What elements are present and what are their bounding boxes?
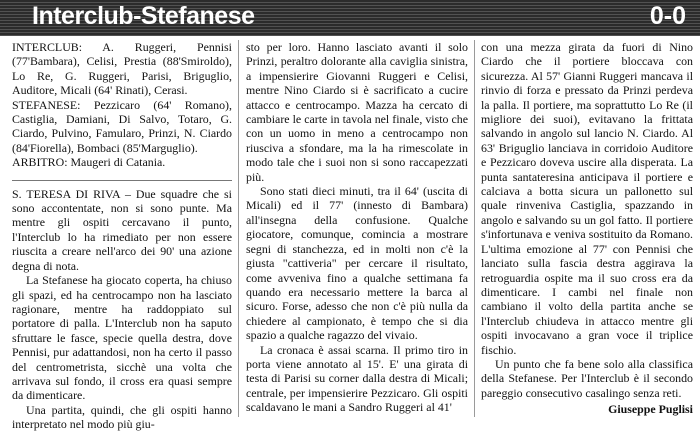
paragraph: Una partita, quindi, che gli ospiti hanno interpretato nel modo più giu- xyxy=(12,402,232,432)
paragraph: con una mezza girata da fuori di Nino Ciardo che il portiere bloccava con sicurezza. Al 57' Gianni Ruggeri mancava il rinvio di forza e pressato da Prinzi perdeva la palla. Il portiere, ma soprattutto Lo Re (il migliore dei suoi), evitavano la frittata salvando in angolo sul lancio N. Ciardo. Al 63' Briguglio lanciava in corridoio Auditore e Pezzicaro doveva uscire alla disperata. La punta santateresina anticipava il portiere e calciava a botta sicura un pallonetto sul quale rinveniva Castiglia, spazzando in angolo e salvando su un gol fatto. Il portiere s'infortunava e veniva sostituito da Romano. L'ultima emozione al 77' con Pennisi che lanciato sulla fascia destra aggirava la retroguardia ospite ma il suo cross era da dimenticare. I cambi nel finale non cambiano il volto della partita anche se l'Interclub chiudeva in attacco mentre gli ospiti invocavano a gran voce il triplice fischio. xyxy=(481,40,693,357)
paragraph: Sono stati dieci minuti, tra il 64' (uscita di Micali) ed il 77' (innesto di Bambara) all'insegna della confusione. Qualche giocatore, comunque, comincia a mostrare segni di stanchezza, ed in molti non c'è la giusta "cattiveria" per cercare il risultato, come avveniva fino a qualche settimana fa quando era necessario mettere la barca al sicuro. Forse, adesso che non c'è più nulla da chiedere al campionato, è tempo che si dia spazio a qualche ragazzo del vivaio. xyxy=(246,184,468,343)
lineup-interclub-label: INTERCLUB: xyxy=(12,40,83,54)
lineup-stefanese-players: Pezzicaro (64' Romano), Castiglia, Damiani, Di Salvo, Totaro, G. Ciardo, Pulvino, Famularo, Prinzi, N. Ciardo (84'Fiorella), Bombaci (85'Marguglio). xyxy=(12,97,232,155)
paragraph: sto per loro. Hanno lasciato avanti il solo Prinzi, peraltro dolorante alla caviglia sinistra, a impensierire Giovanni Ruggeri e Celisi, mentre Nino Ciardo si è sacrificato a cucire attacco e centrocampo. Mazza ha cercato di cambiare le carte in tavola nel finale, visto che con un uomo in meno a centrocampo non riusciva a sfondare, ma la ha rimescolate in modo tale che i suoi non si sono raccapezzati più. xyxy=(246,40,468,184)
lineup-stefanese xyxy=(12,98,232,156)
headline: Interclub-Stefanese xyxy=(32,2,255,30)
column-divider xyxy=(238,40,239,417)
lineup-interclub xyxy=(12,40,232,98)
referee-name: Maugeri di Catania. xyxy=(70,155,166,170)
article-header xyxy=(0,0,700,36)
match-score: 0-0 xyxy=(649,2,686,30)
paragraph: La cronaca è assai scarna. Il primo tiro in porta viene annotato al 15'. E' una girata di testa di Parisi su corner dalla destra di Micali; centrale, per impensierire Pezzicaro. Gli ospiti scaldavano le mani a Sandro Ruggeri al 41' xyxy=(246,342,468,415)
column-2 xyxy=(246,40,468,417)
column-3 xyxy=(481,40,693,417)
paragraph: S. TERESA DI RIVA – Due squadre che si sono accontentate, non si sono punte. Ma mentre gli ospiti cercavano il punto, l'Interclub lo ha rimediato per non essere riuscita a creare nell'arco dei 90' una azione degna di nota. xyxy=(12,186,232,273)
article-body xyxy=(0,40,700,432)
referee xyxy=(12,155,232,169)
paragraph: Un punto che fa bene solo alla classifica della Stefanese. Per l'Interclub è il secondo pareggio consecutivo casalingo senza reti. xyxy=(481,356,693,400)
lineup-divider xyxy=(12,180,232,181)
lineup-interclub-players: A. Ruggeri, Pennisi (77'Bambara), Celisi, Prestia (88'Smiroldo), Lo Re, G. Ruggeri, Parisi, Briguglio, Auditore, Micali (64' Rinati), Cerasi. xyxy=(12,40,232,98)
column-1 xyxy=(12,40,232,432)
lineup-stefanese-label: STEFANESE: xyxy=(12,97,81,112)
referee-label: ARBITRO: xyxy=(12,155,68,170)
author-byline: Giuseppe Puglisi xyxy=(608,402,693,417)
column-divider xyxy=(474,40,475,417)
paragraph: La Stefanese ha giocato coperta, ha chiuso gli spazi, ed ha centrocampo non ha lasciato ragionare, mentre ha raddoppiato sul portatore di palla. L'Interclub non ha saputo sfruttare le fasce, specie quella destra, dove Pennisi, pur adattandosi, non ha certo il passo del centrometrista, sicchè una volta che arrivava sul fondo, il cross era quasi sempre da dimenticare. xyxy=(12,273,232,403)
